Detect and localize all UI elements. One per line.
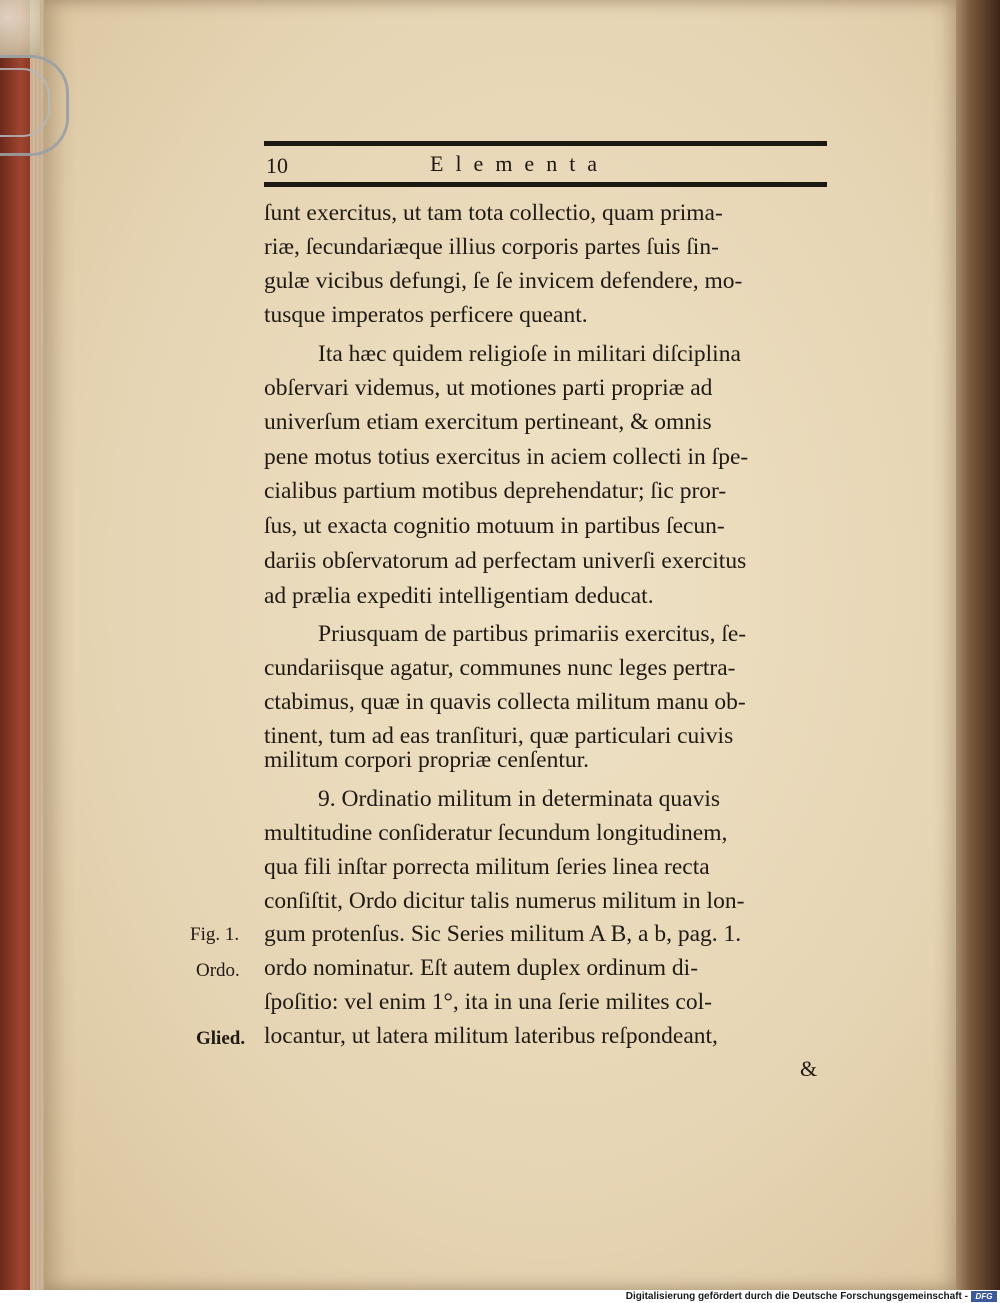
text-line: gum protenſus. Sic Series militum A B, a b, pag. 1. [264, 921, 742, 947]
text-line: ſus, ut exacta cognitio motuum in partibus ſecun- [264, 513, 725, 539]
catchword: & [800, 1056, 818, 1081]
text-line: ad prælia expediti intelligentiam deducat. [264, 583, 654, 609]
header-rule-top [264, 141, 827, 146]
text-line: conſiſtit, Ordo dicitur talis numerus militum in lon- [264, 888, 745, 914]
text-line: tinent, tum ad eas tranſituri, quæ particulari cuivis [264, 723, 734, 749]
text-line: Ita hæc quidem religioſe in militari diſciplina [318, 341, 741, 367]
page-stack-right [950, 0, 1000, 1290]
page-number: 10 [266, 153, 288, 178]
text-line: qua fili inſtar porrecta militum ſeries linea recta [264, 854, 710, 880]
text-line: ctabimus, quæ in quavis collecta militum manu ob- [264, 689, 746, 715]
text-line: univerſum etiam exercitum pertineant, & omnis [264, 409, 712, 435]
marginal-note-ordo: Ordo. [196, 960, 240, 981]
text-line: militum corpori propriæ cenſentur. [264, 747, 590, 773]
text-line: tusque imperatos perficere queant. [264, 302, 588, 328]
text-line: locantur, ut latera militum lateribus reſpondeant, [264, 1023, 718, 1049]
text-line: dariis obſervatorum ad perfectam univerſi exercitus [264, 548, 747, 574]
paper-clip-inner-icon [0, 68, 50, 137]
text-line: ſunt exercitus, ut tam tota collectio, quam prima- [264, 200, 723, 226]
header-rule-bottom [264, 182, 827, 187]
text-line: multitudine conſideratur ſecundum longitudinem, [264, 820, 728, 846]
text-line: Priusquam de partibus primariis exercitus, ſe- [318, 621, 747, 647]
dfg-logo-icon: DFG [971, 1291, 997, 1302]
footer-credit: Digitalisierung gefördert durch die Deutsche Forschungsgemeinschaft - [625, 1291, 968, 1302]
text-line: ſpoſitio: vel enim 1°, ita in una ſerie milites col- [264, 989, 712, 1015]
running-head: Elementa [430, 151, 610, 176]
digitization-footer [0, 1290, 1000, 1303]
marginal-note-fig: Fig. 1. [190, 924, 240, 945]
text-line: pene motus totius exercitus in aciem collecti in ſpe- [264, 444, 749, 470]
text-line: obſervari videmus, ut motiones parti propriæ ad [264, 375, 713, 401]
text-line: riæ, ſecundariæque illius corporis partes ſuis ſin- [264, 234, 719, 260]
text-line: 9. Ordinatio militum in determinata quavis [318, 786, 721, 812]
text-line: cundariisque agatur, communes nunc leges pertra- [264, 655, 736, 681]
text-line: cialibus partium motibus deprehendatur; ſic pror- [264, 478, 727, 504]
marginal-note-glied: Glied. [196, 1028, 246, 1049]
text-line: gulæ vicibus defungi, ſe ſe invicem defendere, mo- [264, 268, 743, 294]
text-line: ordo nominatur. Eſt autem duplex ordinum di- [264, 955, 699, 981]
paper-fragment [0, 0, 40, 58]
